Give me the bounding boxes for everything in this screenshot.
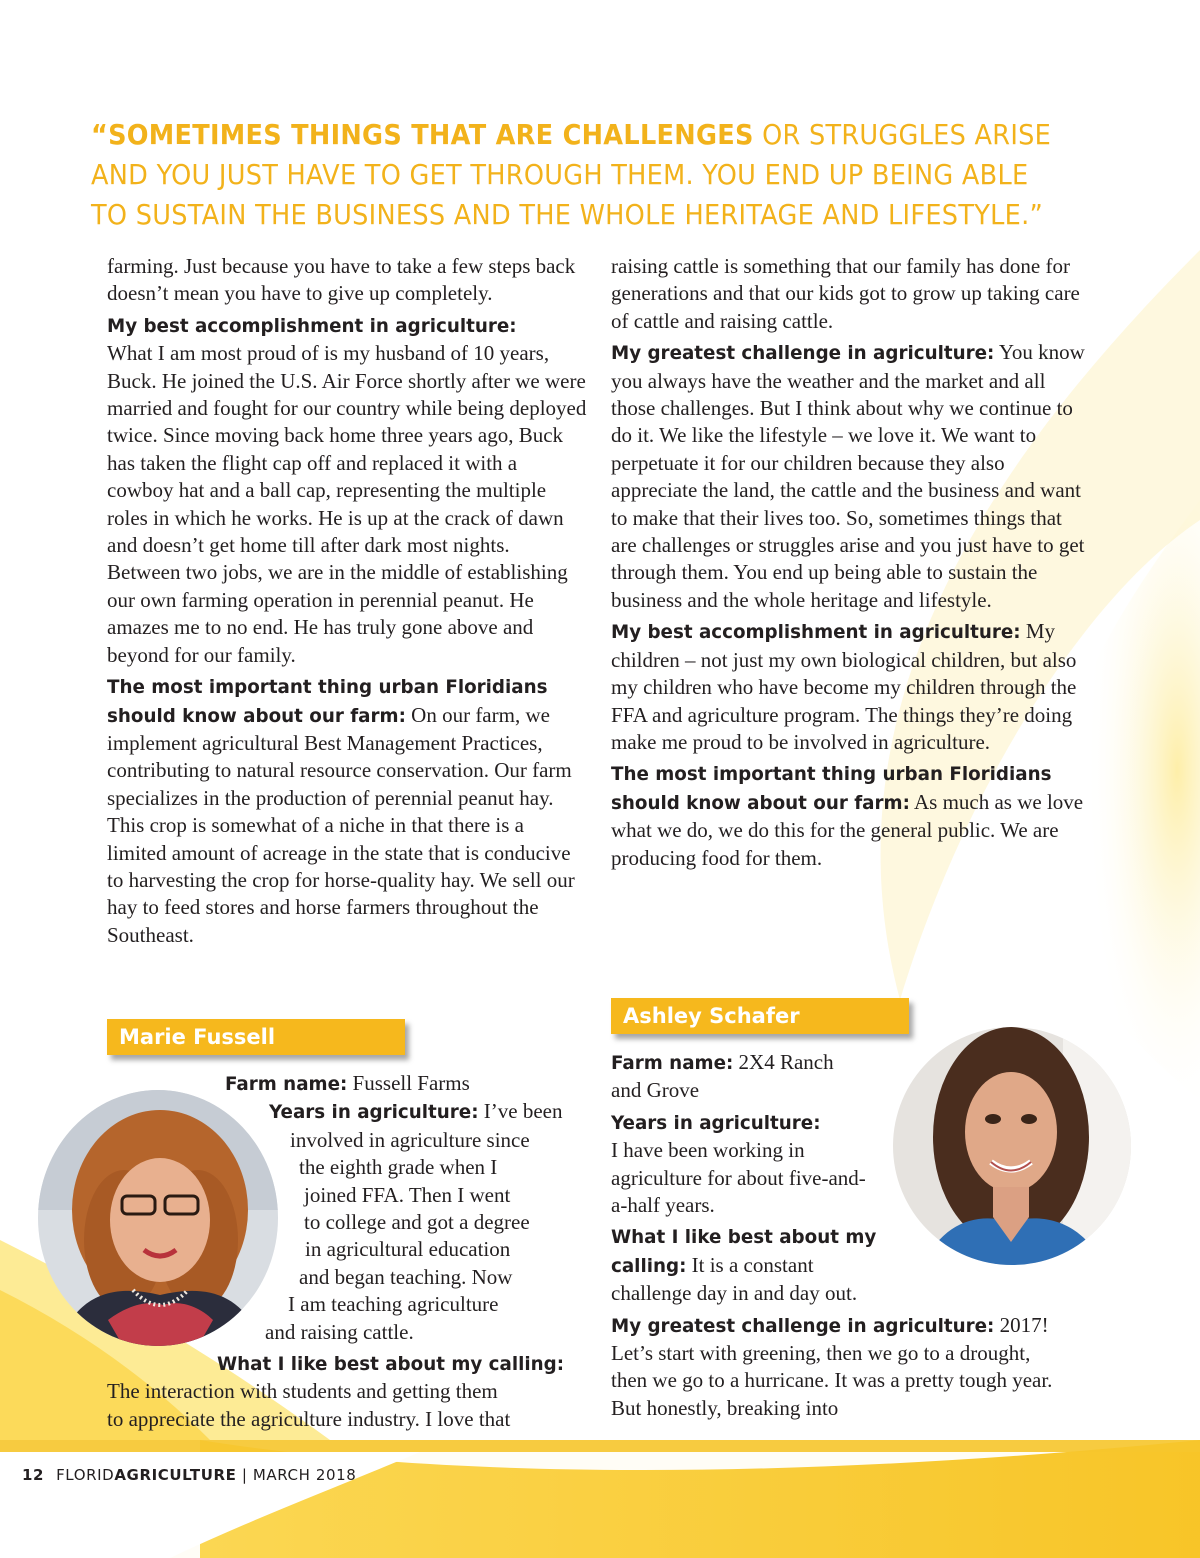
accomplishment-text: What I am most proud of is my husband of 10 years, Buck. He joined the U.S. Air Force shortly after we were married and fought for our country while being deployed twice. Since moving back home three years ago, Buck has taken the flight cap off and replaced it with a cowboy hat and a ball cap, representing the multiple roles in which he works. He is up at the crack of dawn and doesn’t get home till after dark most nights. Between two jobs, we are in the middle of establishing our own farming operation in perennial peanut. He amazes me to no end. He has truly gone above and beyond for our family. xyxy=(107,341,587,667)
pull-quote-emphasis: “SOMETIMES THINGS THAT ARE CHALLENGES xyxy=(91,119,754,151)
left-accomplishment-paragraph xyxy=(107,312,587,669)
challenge-value: 2017! Let’s start with greening, then we go to a drought, then we go to a hurricane. It was a pretty tough year. But honestly, breaking into xyxy=(611,1312,1053,1420)
urban-label: The most important thing urban Floridians should know about our farm: xyxy=(107,677,548,727)
marie-profile xyxy=(107,1070,577,1433)
footer-separator: | xyxy=(236,1466,253,1484)
like-line: to appreciate the agriculture industry. I love that xyxy=(107,1406,511,1431)
right-urban-paragraph xyxy=(611,760,1091,872)
years-label: Years in agriculture: xyxy=(611,1112,821,1134)
ashley-profile xyxy=(611,1049,1081,1426)
years-line: joined FFA. Then I went xyxy=(304,1182,511,1207)
right-intro-paragraph: raising cattle is something that our family has done for generations and that our kids got to grow up taking care of cattle and raising cattle. xyxy=(611,254,1080,333)
like-line: The interaction with students and getting them xyxy=(107,1379,498,1404)
urban-text: On our farm, we implement agricultural Best Management Practices, contributing to natural resource conservation. Our farm specializes in the production of perennial peanut hay. This crop is somewhat of a niche in that there is a limited amount of acreage in the state that is conducive to harvesting the crop for horse-quality hay. We sell our hay to feed stores and horse farmers throughout the Southeast. xyxy=(107,702,575,947)
marie-name-banner: Marie Fussell xyxy=(107,1019,405,1055)
ashley-like-paragraph xyxy=(611,1223,886,1307)
magazine-name-bold: AGRICULTURE xyxy=(114,1466,237,1484)
farm-name-label: Farm name: xyxy=(611,1053,734,1074)
farm-name-value: Fussell Farms xyxy=(347,1071,470,1095)
marie-farm-line xyxy=(107,1070,577,1098)
pull-quote xyxy=(91,115,1058,235)
left-intro-paragraph: farming. Just because you have to take a few steps back doesn’t mean you have to give up completely. xyxy=(107,254,576,306)
magazine-name-light: FLORID xyxy=(56,1466,115,1484)
like-value: It is a constant challenge day in and day out. xyxy=(611,1252,858,1306)
issue-date: MARCH 2018 xyxy=(252,1466,357,1484)
right-column xyxy=(611,253,1091,876)
urban-text: As much as we love what we do, we do this for the general public. We are producing food for them. xyxy=(611,789,1084,870)
left-urban-paragraph xyxy=(107,673,587,949)
right-accomplishment-paragraph xyxy=(611,618,1091,756)
challenge-text: You know you always have the weather and the market and all those challenges. But I think about why we continue to do it. We like the lifestyle – we love it. We want to perpetuate it for our children because they also appreciate the land, the cattle and the business and want to make that their lives too. So, sometimes things that are challenges or struggles arise and you just have to get through them. You end up being able to sustain the business and the whole heritage and lifestyle. xyxy=(611,340,1085,612)
page-footer xyxy=(22,1466,356,1484)
like-label: What I like best about my calling: xyxy=(217,1354,565,1376)
pull-quote-rest: OR STRUGGLES ARISE AND YOU JUST HAVE TO GET THROUGH THEM. YOU END UP BEING ABLE TO SUSTAIN THE BUSINESS AND THE WHOLE HERITAGE AND LIFESTYLE.” xyxy=(91,119,1052,231)
ashley-farm-paragraph xyxy=(611,1049,861,1105)
accomplishment-label: My best accomplishment in agriculture: xyxy=(611,622,1021,644)
right-challenge-paragraph xyxy=(611,339,1091,614)
years-line: in agricultural education xyxy=(305,1237,511,1262)
years-line: I’ve been xyxy=(478,1099,563,1124)
left-column xyxy=(107,253,587,953)
years-line: I am teaching agriculture xyxy=(288,1292,499,1317)
ashley-challenge-paragraph xyxy=(611,1312,1061,1423)
challenge-label: My greatest challenge in agriculture: xyxy=(611,1315,995,1337)
challenge-label: My greatest challenge in agriculture: xyxy=(611,343,995,365)
page-number: 12 xyxy=(22,1466,45,1484)
years-value: I have been working in agriculture for about five-and-a-half years. xyxy=(611,1138,866,1218)
like-label: What I like best about my calling: xyxy=(611,1227,877,1277)
ashley-years-paragraph xyxy=(611,1109,866,1220)
accomplishment-label: My best accomplishment in agriculture: xyxy=(107,315,517,337)
ashley-name-banner: Ashley Schafer xyxy=(611,998,909,1034)
marie-years-line xyxy=(107,1098,577,1126)
years-line: to college and got a degree xyxy=(304,1210,530,1235)
marie-like-label-line xyxy=(107,1350,577,1378)
years-line: the eighth grade when I xyxy=(299,1155,498,1180)
years-line: involved in agriculture since xyxy=(290,1127,530,1152)
years-line: and began teaching. Now xyxy=(299,1264,513,1289)
years-line: and raising cattle. xyxy=(265,1319,414,1344)
farm-name-label: Farm name: xyxy=(225,1074,348,1095)
farm-name-value: 2X4 Ranch and Grove xyxy=(611,1050,834,1103)
urban-label: The most important thing urban Floridians should know about our farm: xyxy=(611,764,1052,814)
accomplishment-text: My children – not just my own biological children, but also my children who have become my children through the FFA and agriculture program. The things they’re doing make me proud to be involved in agriculture. xyxy=(611,619,1077,754)
years-label: Years in agriculture: xyxy=(269,1102,479,1124)
